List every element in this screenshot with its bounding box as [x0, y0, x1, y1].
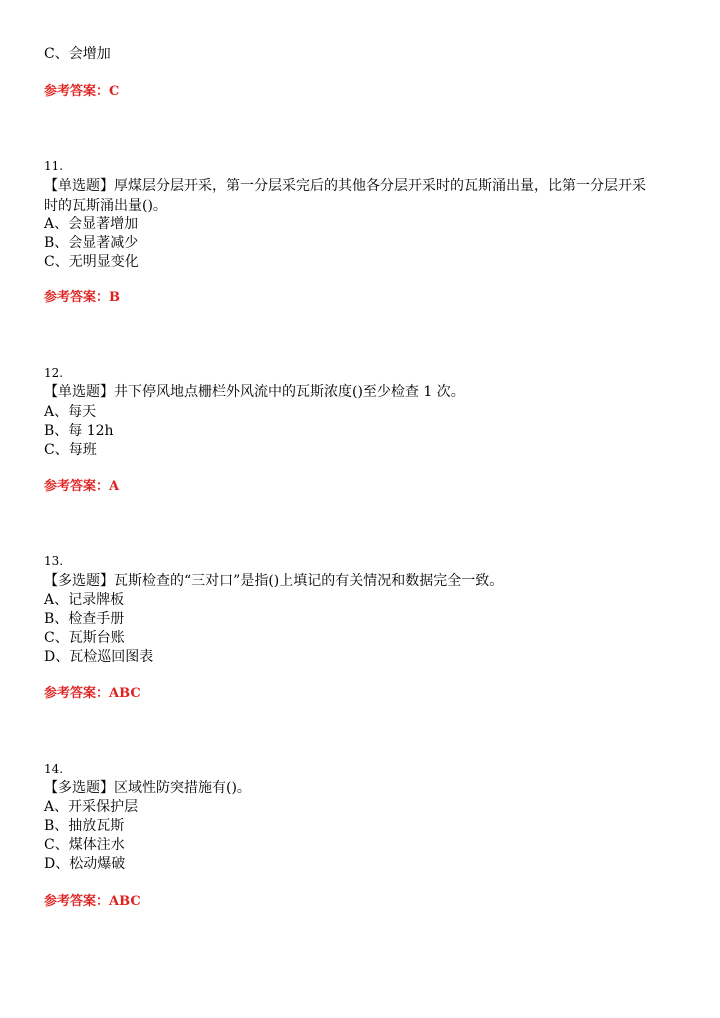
q14-option-b: B、抽放瓦斯: [44, 818, 125, 834]
q14-answer: 参考答案：ABC: [44, 894, 141, 909]
q12-option-b: B、每 12h: [44, 423, 114, 439]
q12-option-c: C、每班: [44, 442, 97, 458]
q12-answer: 参考答案：A: [44, 479, 120, 494]
q11-stem-line1: 【单选题】厚煤层分层开采，第一分层采完后的其他各分层开采时的瓦斯涌出量，比第一分层开采: [44, 178, 646, 194]
q14-number: 14.: [44, 762, 64, 776]
q11-option-b: B、会显著减少: [44, 235, 139, 251]
q11-number: 11.: [44, 159, 64, 173]
q13-stem-line1: 【多选题】瓦斯检查的“三对口”是指()上填记的有关情况和数据完全一致。: [44, 573, 504, 589]
q11-stem-line2: 时的瓦斯涌出量()。: [44, 198, 167, 214]
q14-option-a: A、开采保护层: [44, 799, 139, 815]
q10-answer: 参考答案：C: [44, 84, 120, 99]
q10-option-c: C、会增加: [44, 46, 111, 62]
q12-option-a: A、每天: [44, 404, 97, 420]
q11-answer: 参考答案：B: [44, 290, 120, 305]
q14-option-d: D、松动爆破: [44, 856, 126, 872]
q13-option-a: A、记录牌板: [44, 592, 125, 608]
q13-answer: 参考答案：ABC: [44, 686, 141, 701]
q13-option-b: B、检查手册: [44, 611, 125, 627]
q13-option-d: D、瓦检巡回图表: [44, 649, 154, 665]
q11-option-a: A、会显著增加: [44, 216, 139, 232]
q14-stem-line1: 【多选题】区域性防突措施有()。: [44, 780, 251, 796]
q13-number: 13.: [44, 554, 64, 568]
q12-number: 12.: [44, 366, 64, 380]
q12-stem-line1: 【单选题】井下停风地点栅栏外风流中的瓦斯浓度()至少检查 1 次。: [44, 384, 465, 400]
q14-option-c: C、煤体注水: [44, 837, 125, 853]
q13-option-c: C、瓦斯台账: [44, 630, 125, 646]
q11-option-c: C、无明显变化: [44, 254, 139, 270]
